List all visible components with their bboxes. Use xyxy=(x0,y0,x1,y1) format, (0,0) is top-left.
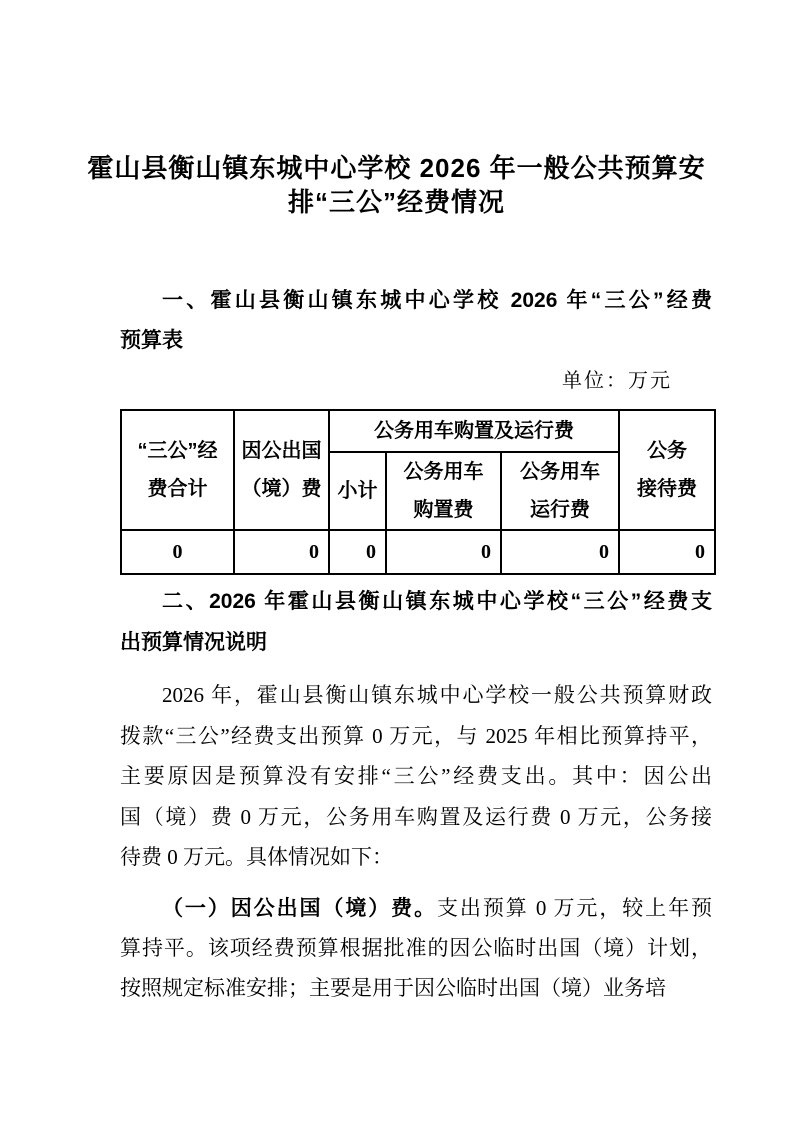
header-abroad-fee-line1: 因公出国 xyxy=(241,440,322,462)
cell-car-purchase-value: 0 xyxy=(386,530,501,574)
para1-line-4: 国（境）费 0 万元，公务用车购置及运行费 0 万元，公务接 xyxy=(120,804,712,829)
cell-abroad-value: 0 xyxy=(234,530,329,574)
para1-line-3: 主要原因是预算没有安排“三公”经费支出。其中：因公出 xyxy=(120,764,712,788)
cell-car-operation-value: 0 xyxy=(501,530,619,574)
header-car-operation xyxy=(501,452,619,530)
header-car-operation-line2: 运行费 xyxy=(530,499,590,521)
para1-line-5: 待费 0 万元。具体情况如下： xyxy=(120,845,393,869)
section2-heading xyxy=(120,581,712,663)
cell-total-value: 0 xyxy=(121,530,234,574)
header-car-operation-line1: 公务用车 xyxy=(520,461,600,483)
para2-line-2: 算持平。该项经费预算根据批准的因公临时出国（境）计划， xyxy=(120,936,712,960)
header-abroad-fee-line2: （境）费 xyxy=(241,478,322,500)
para2-line-1 xyxy=(120,888,712,928)
paragraph-overview xyxy=(120,675,712,878)
header-reception-fee-line1: 公务 xyxy=(647,440,688,462)
paragraph-item-1 xyxy=(120,888,712,1008)
header-car-purchase xyxy=(386,452,501,530)
cell-reception-value: 0 xyxy=(619,530,715,574)
title-line-2: 排“三公”经费情况 xyxy=(287,187,505,217)
section2-line-2: 出预算情况说明 xyxy=(120,631,267,654)
header-reception-fee-line2: 接待费 xyxy=(637,478,698,500)
section2-line-1: 二、2026 年霍山县衡山镇东城中心学校“三公”经费支 xyxy=(162,590,712,613)
cell-car-subtotal-value: 0 xyxy=(329,530,386,574)
header-car-subtotal: 小计 xyxy=(329,452,386,530)
para2-bold-lead: （一）因公出国（境）费。 xyxy=(162,896,437,920)
header-car-purchase-line1: 公务用车 xyxy=(403,461,484,483)
table-data-row xyxy=(121,530,715,574)
unit-label: 单位：万元 xyxy=(562,370,672,392)
title-line-1: 霍山县衡山镇东城中心学校 2026 年一般公共预算安 xyxy=(87,153,706,183)
para2-line-3: 按照规定标准安排；主要是用于因公临时出国（境）业务培 xyxy=(120,976,666,1000)
three-public-budget-table xyxy=(120,409,716,575)
section1-line-2: 预算表 xyxy=(120,329,183,352)
section1-heading xyxy=(120,281,712,361)
para2-line-1-rest: 支出预算 0 万元，较上年预 xyxy=(437,896,712,920)
para1-line-1: 2026 年，霍山县衡山镇东城中心学校一般公共预算财政 xyxy=(162,683,712,707)
document-title xyxy=(0,151,793,219)
header-reception-fee xyxy=(619,410,715,530)
header-three-public-total-line1: “三公”经 xyxy=(137,440,218,462)
para1-line-2: 拨款“三公”经费支出预算 0 万元，与 2025 年相比预算持平， xyxy=(120,723,712,748)
header-three-public-total-line2: 费合计 xyxy=(147,478,208,500)
header-car-group: 公务用车购置及运行费 xyxy=(329,410,619,452)
section1-line-1: 一、霍山县衡山镇东城中心学校 2026 年“三公”经费 xyxy=(162,289,712,312)
header-car-purchase-line2: 购置费 xyxy=(413,499,474,521)
header-abroad-fee xyxy=(234,410,329,530)
header-three-public-total xyxy=(121,410,234,530)
